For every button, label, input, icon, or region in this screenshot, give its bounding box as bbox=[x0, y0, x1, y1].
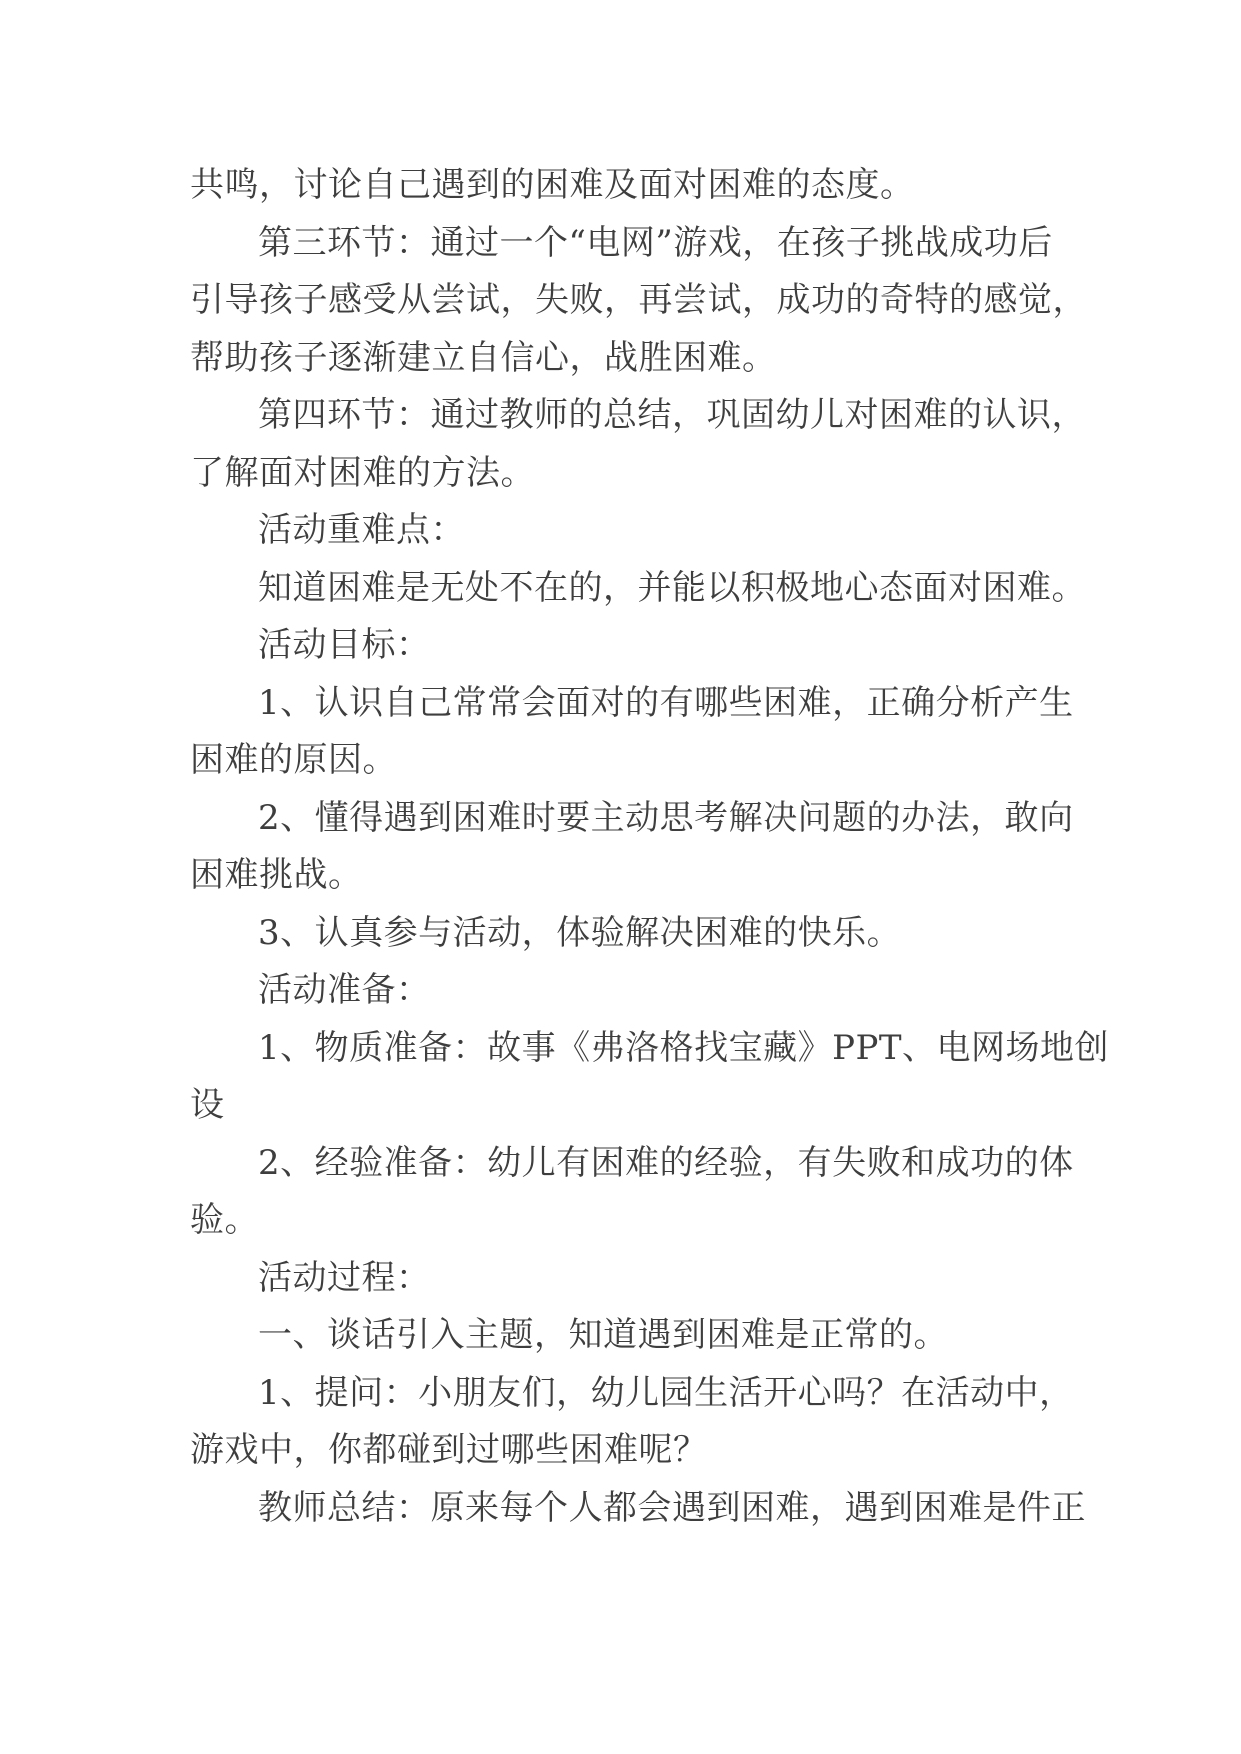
text-line: 知道困难是无处不在的，并能以积极地心态面对困难。 bbox=[258, 567, 1086, 608]
text-line: 困难挑战。 bbox=[190, 855, 363, 895]
text-line: 教师总结：原来每个人都会遇到困难，遇到困难是件正 bbox=[258, 1487, 1086, 1528]
text-line: 1、物质准备：故事《弗洛格找宝藏》PPT、电网场地创 bbox=[258, 1027, 1110, 1068]
text-line: 第四环节：通过教师的总结，巩固幼儿对困难的认识， bbox=[258, 395, 1086, 435]
text-line: 验。 bbox=[190, 1200, 259, 1240]
text-line: 1、认识自己常常会面对的有哪些困难，正确分析产生 bbox=[258, 682, 1074, 723]
text-line: 一、谈话引入主题，知道遇到困难是正常的。 bbox=[258, 1315, 948, 1355]
text-line: 共鸣，讨论自己遇到的困难及面对困难的态度。 bbox=[190, 165, 915, 205]
text-line: 活动准备： bbox=[258, 970, 431, 1010]
text-line: 活动过程： bbox=[258, 1257, 431, 1298]
text-line: 活动重难点： bbox=[258, 510, 465, 550]
text-line: 引导孩子感受从尝试，失败，再尝试，成功的奇特的感觉， bbox=[190, 280, 1087, 320]
text-line: 第三环节：通过一个“电网”游戏，在孩子挑战成功后 bbox=[258, 222, 1053, 263]
text-line: 了解面对困难的方法。 bbox=[190, 452, 535, 493]
text-line: 游戏中，你都碰到过哪些困难呢？ bbox=[190, 1430, 708, 1470]
text-line: 帮助孩子逐渐建立自信心，战胜困难。 bbox=[190, 337, 777, 378]
text-line: 设 bbox=[190, 1085, 225, 1125]
text-line: 2、懂得遇到困难时要主动思考解决问题的办法，敢向 bbox=[258, 797, 1074, 838]
document-body bbox=[190, 157, 1110, 1537]
text-line: 活动目标： bbox=[258, 625, 431, 665]
text-line: 3、认真参与活动，体验解决困难的快乐。 bbox=[258, 912, 902, 953]
text-line: 困难的原因。 bbox=[190, 740, 397, 780]
text-line: 2、经验准备：幼儿有困难的经验，有失败和成功的体 bbox=[258, 1142, 1074, 1183]
text-line: 1、提问：小朋友们，幼儿园生活开心吗？在活动中， bbox=[258, 1372, 1074, 1413]
